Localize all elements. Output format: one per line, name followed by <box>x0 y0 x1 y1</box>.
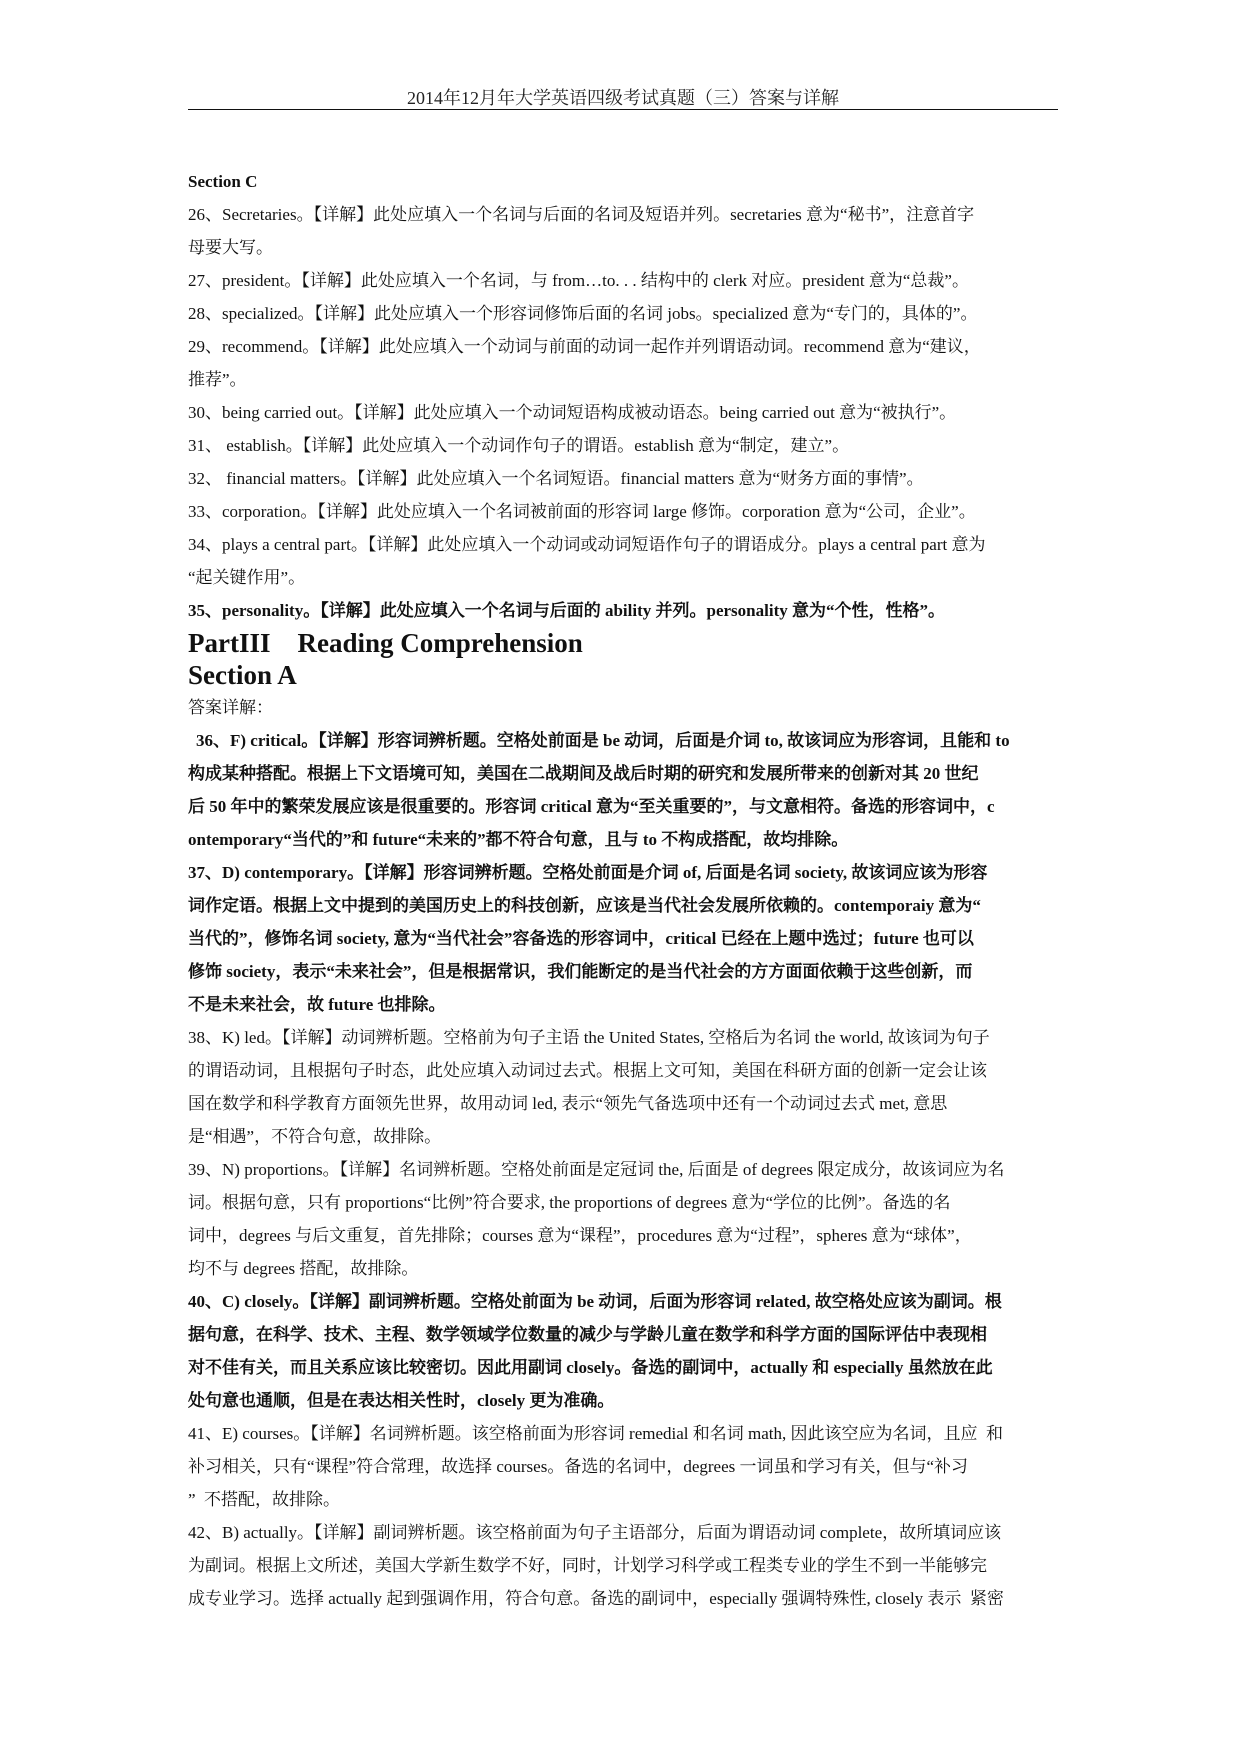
header-rule <box>188 109 1058 110</box>
section-a-heading: Section A <box>188 660 297 690</box>
answer-line-41: 补习相关，只有“课程”符合常理，故选择 courses。备选的名词中，degrees 一词虽和学习有关，但与“补习 <box>188 1457 969 1476</box>
answer-line-35: 35、personality。【详解】此处应填入一个名词与后面的 ability 并列。personality 意为“个性，性格”。 <box>188 601 945 620</box>
answer-line-40: 40、C) closely。【详解】副词辨析题。空格处前面为 be 动词，后面为形容词 related, 故空格处应该为副词。根 <box>188 1292 1002 1311</box>
answer-line-41: 41、E) courses。【详解】名词辨析题。该空格前面为形容词 remedial 和名词 math, 因此该空应为名词，且应 和 <box>188 1424 1003 1443</box>
answer-line-38: 38、K) led。【详解】动词辨析题。空格前为句子主语 the United States, 空格后为名词 the world, 故该词为句子 <box>188 1028 990 1047</box>
answer-line: 32、 financial matters。【详解】此处应填入一个名词短语。financial matters 意为“财务方面的事情”。 <box>188 469 924 488</box>
answer-label: 答案详解： <box>188 698 273 717</box>
answer-line-42: 42、B) actually。【详解】副词辨析题。该空格前面为句子主语部分，后面为谓语动词 complete，故所填词应该 <box>188 1523 1002 1542</box>
answer-line: 34、plays a central part。【详解】此处应填入一个动词或动词短语作句子的谓语成分。plays a central part 意为 <box>188 535 986 554</box>
answer-line: 27、president。【详解】此处应填入一个名词，与 from…to. . . 结构中的 clerk 对应。president 意为“总裁”。 <box>188 271 969 290</box>
answer-line-39: 词。根据句意，只有 proportions“比例”符合要求, the proportions of degrees 意为“学位的比例”。备选的名 <box>188 1193 951 1212</box>
answer-line: 28、specialized。【详解】此处应填入一个形容词修饰后面的名词 jobs。specialized 意为“专门的，具体的”。 <box>188 304 978 323</box>
answer-line-36: 构成某种搭配。根据上下文语境可知，美国在二战期间及战后时期的研究和发展所带来的创新对其 20 世纪 <box>188 764 979 783</box>
part-heading: PartIII Reading Comprehension <box>188 628 583 658</box>
answer-line: 母要大写。 <box>188 238 273 257</box>
answer-line: 33、corporation。【详解】此处应填入一个名词被前面的形容词 large 修饰。corporation 意为“公司，企业”。 <box>188 502 976 521</box>
answer-line-37: 不是未来社会，故 future 也排除。 <box>188 995 446 1014</box>
answer-line: “起关键作用”。 <box>188 568 306 587</box>
answer-line: 26、Secretaries。【详解】此处应填入一个名词与后面的名词及短语并列。secretaries 意为“秘书”，注意首字 <box>188 205 975 224</box>
answer-line-38: 国在数学和科学教育方面领先世界，故用动词 led, 表示“领先气备选项中还有一个动词过去式 met, 意思 <box>188 1094 948 1113</box>
answer-line: 30、being carried out。【详解】此处应填入一个动词短语构成被动语态。being carried out 意为“被执行”。 <box>188 403 957 422</box>
answer-line: 29、recommend。【详解】此处应填入一个动词与前面的动词一起作并列谓语动词。recommend 意为“建议， <box>188 337 981 356</box>
page-header: 2014年12月年大学英语四级考试真题（三）答案与详解 <box>407 88 839 108</box>
answer-line-41: ” 不搭配，故排除。 <box>188 1490 341 1509</box>
page-content <box>188 166 1060 1615</box>
answer-line: 31、 establish。【详解】此处应填入一个动词作句子的谓语。establish 意为“制定，建立”。 <box>188 436 850 455</box>
answer-line-36: 后 50 年中的繁荣发展应该是很重要的。形容词 critical 意为“至关重要的”，与文意相符。备选的形容词中，c <box>188 797 995 816</box>
answer-line-40: 处句意也通顺，但是在表达相关性时，closely 更为准确。 <box>188 1391 615 1410</box>
answer-line-36: ontemporary“当代的”和 future“未来的”都不符合句意，且与 to 不构成搭配，故均排除。 <box>188 830 849 849</box>
answer-line-37: 词作定语。根据上文中提到的美国历史上的科技创新，应该是当代社会发展所依赖的。contemporaiy 意为“ <box>188 896 981 915</box>
section-c-heading: Section C <box>188 172 258 191</box>
answer-line: 推荐”。 <box>188 370 247 389</box>
answer-line-39: 词中，degrees 与后文重复，首先排除；courses 意为“课程”，procedures 意为“过程”，spheres 意为“球体”， <box>188 1226 972 1245</box>
answer-line-39: 39、N) proportions。【详解】名词辨析题。空格处前面是定冠词 the, 后面是 of degrees 限定成分，故该词应为名 <box>188 1160 1005 1179</box>
answer-line-40: 对不佳有关，而且关系应该比较密切。因此用副词 closely。备选的副词中，actually 和 especially 虽然放在此 <box>188 1358 993 1377</box>
answer-line-37: 37、D) contemporary。【详解】形容词辨析题。空格处前面是介词 of, 后面是名词 society, 故该词应该为形容 <box>188 863 988 882</box>
answer-line-42: 成专业学习。选择 actually 起到强调作用，符合句意。备选的副词中，especially 强调特殊性, closely 表示 紧密 <box>188 1589 1004 1608</box>
answer-line-39: 均不与 degrees 搭配，故排除。 <box>188 1259 419 1278</box>
answer-line-40: 据句意，在科学、技术、主程、数学领域学位数量的减少与学龄儿童在数学和科学方面的国际评估中表现相 <box>188 1325 987 1344</box>
answer-line-36: 36、F) critical。【详解】形容词辨析题。空格处前面是 be 动词，后面是介词 to, 故该词应为形容词，且能和 to <box>196 731 1010 750</box>
answer-line-37: 修饰 society，表示“未来社会”，但是根据常识，我们能断定的是当代社会的方方面面依赖于这些创新，而 <box>188 962 973 981</box>
answer-line-37: 当代的”，修饰名词 society, 意为“当代社会”容备选的形容词中，critical 已经在上题中选过；future 也可以 <box>188 929 974 948</box>
answer-line-38: 是“相遇”，不符合句意，故排除。 <box>188 1127 442 1146</box>
answer-line-38: 的谓语动词，且根据句子时态，此处应填入动词过去式。根据上文可知，美国在科研方面的创新一定会让该 <box>188 1061 987 1080</box>
answer-line-42: 为副词。根据上文所述，美国大学新生数学不好，同时，计划学习科学或工程类专业的学生不到一半能够完 <box>188 1556 987 1575</box>
